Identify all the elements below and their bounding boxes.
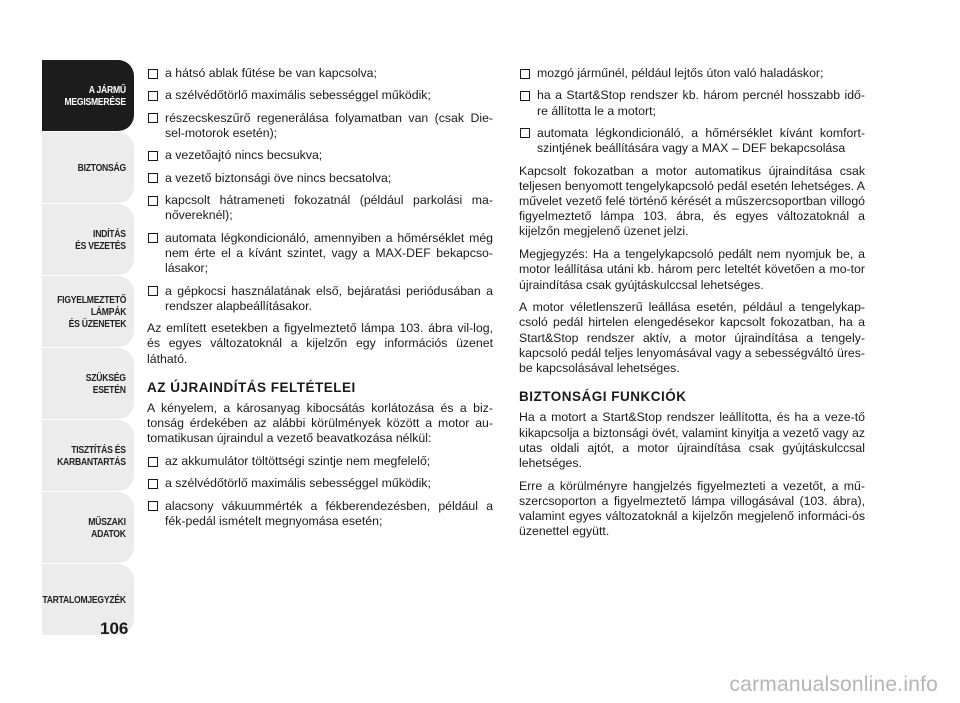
list-item: a vezetőajtó nincs becsukva; [147, 148, 493, 163]
paragraph: Erre a körülményre hangjelzés figyelmezteti a vezetőt, a mű-szercsoporton a figyelmeztető lámpa villogásával (103. ábra), valamint egyes változatoknál a kijelzőn megjelenő informáci-ós üzenettel együtt. [519, 478, 865, 539]
tab-label: TISZTÍTÁS ÉS KARBANTARTÁS [57, 443, 126, 468]
tab-label: A JÁRMŰ MEGISMERÉSE [64, 83, 126, 108]
paragraph: Ha a motort a Start&Stop rendszer leállította, és ha a veze-tő kikapcsolja a biztonsági övét, valamint kinyitja a vezető vagy az utas oldali ajtót, a motor újraindítása csak gyújtáskulccsal lehetséges. [519, 410, 865, 471]
list-item: a szélvédőtörlő maximális sebességgel működik; [147, 88, 493, 103]
list-item: részecskeszűrő regenerálása folyamatban van (csak Die-sel-motorok esetén); [147, 111, 493, 141]
tab-label: SZÜKSÉG ESETÉN [86, 371, 126, 396]
page-number: 106 [100, 619, 129, 638]
list-item: a hátsó ablak fűtése be van kapcsolva; [147, 66, 493, 81]
checkbox-bullet-icon [148, 173, 158, 183]
tab-label: TARTALOMJEGYZÉK [42, 593, 126, 606]
paragraph: A kényelem, a károsanyag kibocsátás korlátozása és a biz-tonság érdekében az alábbi körülmények között a motor au-tomatikusan újraindul a vezető beavatkozása nélkül: [147, 400, 493, 446]
list-item: a gépkocsi használatának első, bejáratási periódusában a rendszer alapbeállításakor. [147, 284, 493, 314]
list-item: automata légkondicionáló, amennyiben a hőmérséklet még nem érte el a kívánt szintet, vagy a MAX-DEF bekapcso-lásakor; [147, 231, 493, 277]
paragraph: Kapcsolt fokozatban a motor automatikus újraindítása csak teljesen benyomott tengelykapcsoló pedál esetén lehetséges. A művelet vezető felé történő kérését a műszercsoportban villogó figyelmeztető lámpa 103. ábra, és egyes változatoknál a kijelzőn megjelenő üzenet jelzi. [519, 163, 865, 239]
list-item: mozgó járműnél, például lejtős úton való haladáskor; [519, 66, 865, 81]
tab-technical-data[interactable] [42, 492, 134, 563]
right-column [519, 66, 865, 547]
checkbox-bullet-icon [148, 479, 158, 489]
checkbox-bullet-icon [148, 457, 158, 467]
checkbox-bullet-icon [148, 91, 158, 101]
checkbox-bullet-icon [148, 151, 158, 161]
checkbox-bullet-icon [148, 69, 158, 79]
list-item: alacsony vákuummérték a fékberendezésben, például a fék-pedál ismételt megnyomása esetén; [147, 499, 493, 529]
tab-label: BIZTONSÁG [77, 161, 126, 174]
tab-emergency[interactable] [42, 348, 134, 419]
list-item: ha a Start&Stop rendszer kb. három percnél hosszabb idő-re állította le a motort; [519, 88, 865, 118]
watermark-text: carmanualsonline.info [729, 673, 938, 696]
section-heading: AZ ÚJRAINDÍTÁS FELTÉTELEI [147, 379, 356, 395]
tab-label: INDÍTÁS ÉS VEZETÉS [75, 227, 126, 252]
checkbox-bullet-icon [148, 501, 158, 511]
tab-starting-driving[interactable] [42, 204, 134, 275]
list-item: a szélvédőtörlő maximális sebességgel működik; [147, 476, 493, 491]
paragraph: Az említett esetekben a figyelmeztető lámpa 103. ábra vil-log, és egyes változatoknál a kijelzőn egy információs üzenet látható. [147, 321, 493, 366]
checkbox-bullet-icon [148, 286, 158, 296]
tab-label: FIGYELMEZTETŐ LÁMPÁK ÉS ÜZENETEK [56, 293, 126, 330]
tab-label: MŰSZAKI ADATOK [88, 515, 126, 540]
checkbox-bullet-icon [520, 91, 530, 101]
list-item: az akkumulátor töltöttségi szintje nem megfelelő; [147, 454, 493, 469]
checkbox-bullet-icon [520, 69, 530, 79]
tab-maintenance[interactable] [42, 420, 134, 491]
list-item: a vezető biztonsági öve nincs becsatolva; [147, 171, 493, 186]
tab-vehicle-overview[interactable] [42, 60, 134, 131]
paragraph: Megjegyzés: Ha a tengelykapcsoló pedált nem nyomjuk be, a motor leállítása utáni kb. három perc leteltét követően a mo-tor újraindítása csak gyújtáskulccsal lehetséges. [519, 247, 865, 292]
left-column [147, 66, 493, 536]
checkbox-bullet-icon [520, 128, 530, 138]
tab-safety[interactable] [42, 132, 134, 203]
checkbox-bullet-icon [148, 233, 158, 243]
list-item: automata légkondicionáló, a hőmérséklet kívánt komfort-szintjének beállítására vagy a MAX – DEF bekapcsolása [519, 126, 865, 156]
list-item: kapcsolt hátrameneti fokozatnál (például parkolási ma-nővereknél); [147, 193, 493, 223]
section-heading: BIZTONSÁGI FUNKCIÓK [519, 389, 687, 405]
tab-warning-lights[interactable] [42, 276, 134, 347]
checkbox-bullet-icon [148, 196, 158, 206]
paragraph: A motor véletlenszerű leállása esetén, például a tengelykap-csoló pedál hirtelen elengedésekor kapcsolt fokozatban, ha a Start&Stop rendszer aktív, a motor újraindítása a tengely-kapcsoló pedál teljes lenyomásával vagy a sebességváltó üres-be kapcsolásával lehetséges. [519, 300, 865, 376]
checkbox-bullet-icon [148, 113, 158, 123]
